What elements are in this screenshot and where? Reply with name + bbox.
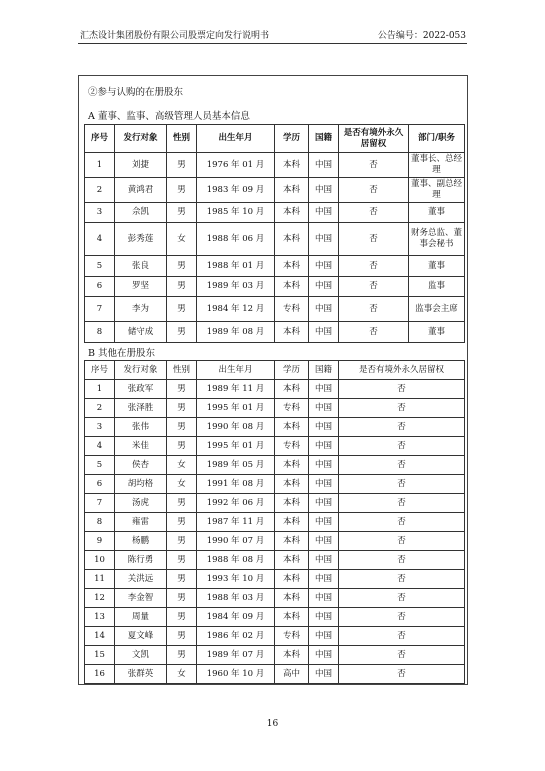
table-row (85, 399, 465, 418)
table-cell: 1991 年 08 月 (197, 475, 275, 494)
column-header: 出生年月 (197, 125, 275, 153)
table-cell: 罗坚 (115, 277, 167, 297)
table-cell: 8 (85, 322, 115, 343)
table-cell: 1993 年 10 月 (197, 570, 275, 589)
table-cell: 女 (167, 456, 197, 475)
table-cell: 中国 (309, 627, 339, 646)
table-cell: 16 (85, 665, 115, 684)
table-cell: 1988 年 08 月 (197, 551, 275, 570)
table-cell: 6 (85, 475, 115, 494)
table-cell: 4 (85, 437, 115, 456)
table-cell: 1988 年 06 月 (197, 223, 275, 256)
table-cell: 11 (85, 570, 115, 589)
table-cell: 本科 (275, 178, 309, 203)
table-cell: 汤虎 (115, 494, 167, 513)
table-cell: 1986 年 02 月 (197, 627, 275, 646)
column-header: 部门/职务 (409, 125, 465, 153)
table-cell: 监事 (409, 277, 465, 297)
column-header: 序号 (85, 361, 115, 380)
table-cell: 夏文峰 (115, 627, 167, 646)
table-cell: 黄鸿君 (115, 178, 167, 203)
table-cell: 李金智 (115, 589, 167, 608)
table-cell: 佘凯 (115, 203, 167, 223)
document-title: 汇杰设计集团股份有限公司股票定向发行说明书 (80, 31, 270, 41)
column-header: 发行对象 (115, 125, 167, 153)
table-cell: 中国 (309, 513, 339, 532)
other-shareholders-table (84, 360, 465, 684)
table-cell: 本科 (275, 223, 309, 256)
table-cell: 否 (339, 418, 465, 437)
table-cell: 中国 (309, 456, 339, 475)
table-cell: 男 (167, 178, 197, 203)
table-cell: 储守成 (115, 322, 167, 343)
table-cell: 张伟 (115, 418, 167, 437)
header-divider (78, 43, 467, 44)
table-cell: 中国 (309, 277, 339, 297)
table-row (85, 532, 465, 551)
table-cell: 张群英 (115, 665, 167, 684)
table-cell: 本科 (275, 380, 309, 399)
table-cell: 杨鹏 (115, 532, 167, 551)
table-cell: 陈行勇 (115, 551, 167, 570)
table-cell: 7 (85, 494, 115, 513)
table-cell: 男 (167, 437, 197, 456)
table-cell: 否 (339, 494, 465, 513)
table-cell: 否 (339, 551, 465, 570)
page-number: 16 (266, 719, 279, 729)
table-cell: 2 (85, 399, 115, 418)
table-cell: 董事 (409, 203, 465, 223)
column-header: 学历 (275, 125, 309, 153)
table-row (85, 456, 465, 475)
table-cell: 本科 (275, 589, 309, 608)
table-cell: 5 (85, 256, 115, 277)
table-cell: 否 (339, 532, 465, 551)
table-cell: 李为 (115, 297, 167, 322)
table-cell: 男 (167, 532, 197, 551)
column-header: 国籍 (309, 361, 339, 380)
table-cell: 中国 (309, 399, 339, 418)
table-cell: 否 (339, 665, 465, 684)
table-row (85, 437, 465, 456)
table-cell: 张良 (115, 256, 167, 277)
table-cell: 女 (167, 223, 197, 256)
table-cell: 本科 (275, 608, 309, 627)
column-header: 序号 (85, 125, 115, 153)
table-cell: 男 (167, 570, 197, 589)
part-b-title: B 其他在册股东 (88, 348, 156, 359)
table-cell: 董事 (409, 256, 465, 277)
table-row (85, 608, 465, 627)
table-cell: 米佳 (115, 437, 167, 456)
table-row (85, 418, 465, 437)
table-cell: 否 (339, 297, 409, 322)
table-cell: 中国 (309, 494, 339, 513)
table-cell: 本科 (275, 513, 309, 532)
table-cell: 否 (339, 513, 465, 532)
table-cell: 14 (85, 627, 115, 646)
table-cell: 1989 年 08 月 (197, 322, 275, 343)
table-row (85, 256, 465, 277)
table-cell: 中国 (309, 223, 339, 256)
table-cell: 中国 (309, 646, 339, 665)
table-row (85, 322, 465, 343)
table-header-row (85, 125, 465, 153)
table-cell: 男 (167, 380, 197, 399)
table-cell: 否 (339, 646, 465, 665)
table-cell: 董事、副总经理 (409, 178, 465, 203)
table-cell: 专科 (275, 297, 309, 322)
column-header: 是否有境外永久居留权 (339, 125, 409, 153)
table-cell: 否 (339, 608, 465, 627)
table-row (85, 223, 465, 256)
table-cell: 3 (85, 203, 115, 223)
table-cell: 本科 (275, 475, 309, 494)
table-cell: 女 (167, 665, 197, 684)
column-header: 性别 (167, 125, 197, 153)
table-cell: 1984 年 09 月 (197, 608, 275, 627)
table-cell: 中国 (309, 322, 339, 343)
table-cell: 本科 (275, 646, 309, 665)
table-cell: 否 (339, 153, 409, 178)
part-a-title: A 董事、监事、高级管理人员基本信息 (88, 111, 250, 122)
table-cell: 4 (85, 223, 115, 256)
table-cell: 1 (85, 153, 115, 178)
table-cell: 中国 (309, 153, 339, 178)
table-row (85, 494, 465, 513)
table-cell: 中国 (309, 297, 339, 322)
table-cell: 15 (85, 646, 115, 665)
table-cell: 否 (339, 627, 465, 646)
table-cell: 1987 年 11 月 (197, 513, 275, 532)
table-cell: 专科 (275, 437, 309, 456)
table-cell: 男 (167, 153, 197, 178)
table-cell: 中国 (309, 256, 339, 277)
table-cell: 1989 年 03 月 (197, 277, 275, 297)
table-cell: 中国 (309, 380, 339, 399)
section-title: ②参与认购的在册股东 (88, 87, 184, 98)
table-row (85, 513, 465, 532)
table-cell: 中国 (309, 589, 339, 608)
table-cell: 1992 年 06 月 (197, 494, 275, 513)
table-row (85, 589, 465, 608)
table-cell: 5 (85, 456, 115, 475)
table-cell: 1985 年 10 月 (197, 203, 275, 223)
table-cell: 男 (167, 418, 197, 437)
table-cell: 文凯 (115, 646, 167, 665)
table-cell: 监事会主席 (409, 297, 465, 322)
table-row (85, 665, 465, 684)
table-cell: 否 (339, 178, 409, 203)
column-header: 是否有境外永久居留权 (339, 361, 465, 380)
table-cell: 周量 (115, 608, 167, 627)
table-cell: 本科 (275, 256, 309, 277)
table-cell: 高中 (275, 665, 309, 684)
table-cell: 本科 (275, 494, 309, 513)
table-cell: 男 (167, 646, 197, 665)
table-cell: 本科 (275, 418, 309, 437)
column-header: 出生年月 (197, 361, 275, 380)
table-cell: 否 (339, 437, 465, 456)
table-cell: 1990 年 08 月 (197, 418, 275, 437)
table-cell: 男 (167, 608, 197, 627)
table-cell: 1995 年 01 月 (197, 437, 275, 456)
table-cell: 中国 (309, 203, 339, 223)
table-cell: 董事 (409, 322, 465, 343)
table-cell: 男 (167, 322, 197, 343)
table-cell: 1990 年 07 月 (197, 532, 275, 551)
table-cell: 1 (85, 380, 115, 399)
table-cell: 男 (167, 256, 197, 277)
table-cell: 张泽胜 (115, 399, 167, 418)
table-cell: 本科 (275, 153, 309, 178)
table-cell: 2 (85, 178, 115, 203)
table-cell: 3 (85, 418, 115, 437)
table-cell: 中国 (309, 475, 339, 494)
table-cell: 本科 (275, 570, 309, 589)
table-row (85, 646, 465, 665)
table-row (85, 627, 465, 646)
table-cell: 专科 (275, 627, 309, 646)
table-cell: 1983 年 09 月 (197, 178, 275, 203)
table-cell: 男 (167, 589, 197, 608)
table-cell: 1989 年 05 月 (197, 456, 275, 475)
table-cell: 1984 年 12 月 (197, 297, 275, 322)
table-header-row (85, 361, 465, 380)
table-cell: 10 (85, 551, 115, 570)
table-cell: 中国 (309, 532, 339, 551)
table-row (85, 570, 465, 589)
table-cell: 否 (339, 256, 409, 277)
table-cell: 否 (339, 399, 465, 418)
directors-table (84, 124, 465, 343)
table-cell: 本科 (275, 532, 309, 551)
table-cell: 否 (339, 570, 465, 589)
table-cell: 1960 年 10 月 (197, 665, 275, 684)
table-cell: 本科 (275, 551, 309, 570)
table-cell: 12 (85, 589, 115, 608)
table-cell: 8 (85, 513, 115, 532)
table-cell: 男 (167, 399, 197, 418)
table-cell: 否 (339, 203, 409, 223)
column-header: 国籍 (309, 125, 339, 153)
table-cell: 6 (85, 277, 115, 297)
table-row (85, 178, 465, 203)
table-cell: 男 (167, 277, 197, 297)
table-cell: 本科 (275, 277, 309, 297)
table-cell: 男 (167, 203, 197, 223)
column-header: 发行对象 (115, 361, 167, 380)
table-cell: 关洪远 (115, 570, 167, 589)
table-cell: 中国 (309, 570, 339, 589)
table-cell: 1989 年 07 月 (197, 646, 275, 665)
table-cell: 否 (339, 322, 409, 343)
notice-number: 公告编号：2022-053 (377, 31, 466, 41)
table-cell: 本科 (275, 322, 309, 343)
table-cell: 1976 年 01 月 (197, 153, 275, 178)
table-cell: 1988 年 01 月 (197, 256, 275, 277)
table-cell: 否 (339, 589, 465, 608)
table-cell: 张政军 (115, 380, 167, 399)
table-cell: 财务总监、董事会秘书 (409, 223, 465, 256)
table-row (85, 551, 465, 570)
table-cell: 男 (167, 297, 197, 322)
table-cell: 中国 (309, 178, 339, 203)
table-cell: 男 (167, 513, 197, 532)
table-cell: 1989 年 11 月 (197, 380, 275, 399)
table-cell: 中国 (309, 551, 339, 570)
table-cell: 中国 (309, 665, 339, 684)
column-header: 性别 (167, 361, 197, 380)
table-cell: 7 (85, 297, 115, 322)
table-cell: 本科 (275, 203, 309, 223)
table-cell: 中国 (309, 437, 339, 456)
table-row (85, 380, 465, 399)
table-cell: 否 (339, 380, 465, 399)
table-cell: 男 (167, 551, 197, 570)
table-cell: 1988 年 03 月 (197, 589, 275, 608)
table-cell: 刘捷 (115, 153, 167, 178)
table-row (85, 297, 465, 322)
table-cell: 否 (339, 456, 465, 475)
table-cell: 9 (85, 532, 115, 551)
table-cell: 1995 年 01 月 (197, 399, 275, 418)
table-cell: 否 (339, 277, 409, 297)
table-row (85, 203, 465, 223)
table-cell: 侯杏 (115, 456, 167, 475)
table-row (85, 475, 465, 494)
table-cell: 男 (167, 494, 197, 513)
table-row (85, 153, 465, 178)
table-cell: 彭秀莲 (115, 223, 167, 256)
table-cell: 中国 (309, 608, 339, 627)
table-cell: 否 (339, 223, 409, 256)
table-cell: 中国 (309, 418, 339, 437)
table-cell: 董事长、总经理 (409, 153, 465, 178)
table-row (85, 277, 465, 297)
table-cell: 专科 (275, 399, 309, 418)
table-cell: 13 (85, 608, 115, 627)
table-cell: 本科 (275, 456, 309, 475)
table-cell: 胡均格 (115, 475, 167, 494)
table-cell: 男 (167, 627, 197, 646)
table-cell: 雍雷 (115, 513, 167, 532)
column-header: 学历 (275, 361, 309, 380)
table-cell: 女 (167, 475, 197, 494)
table-cell: 否 (339, 475, 465, 494)
